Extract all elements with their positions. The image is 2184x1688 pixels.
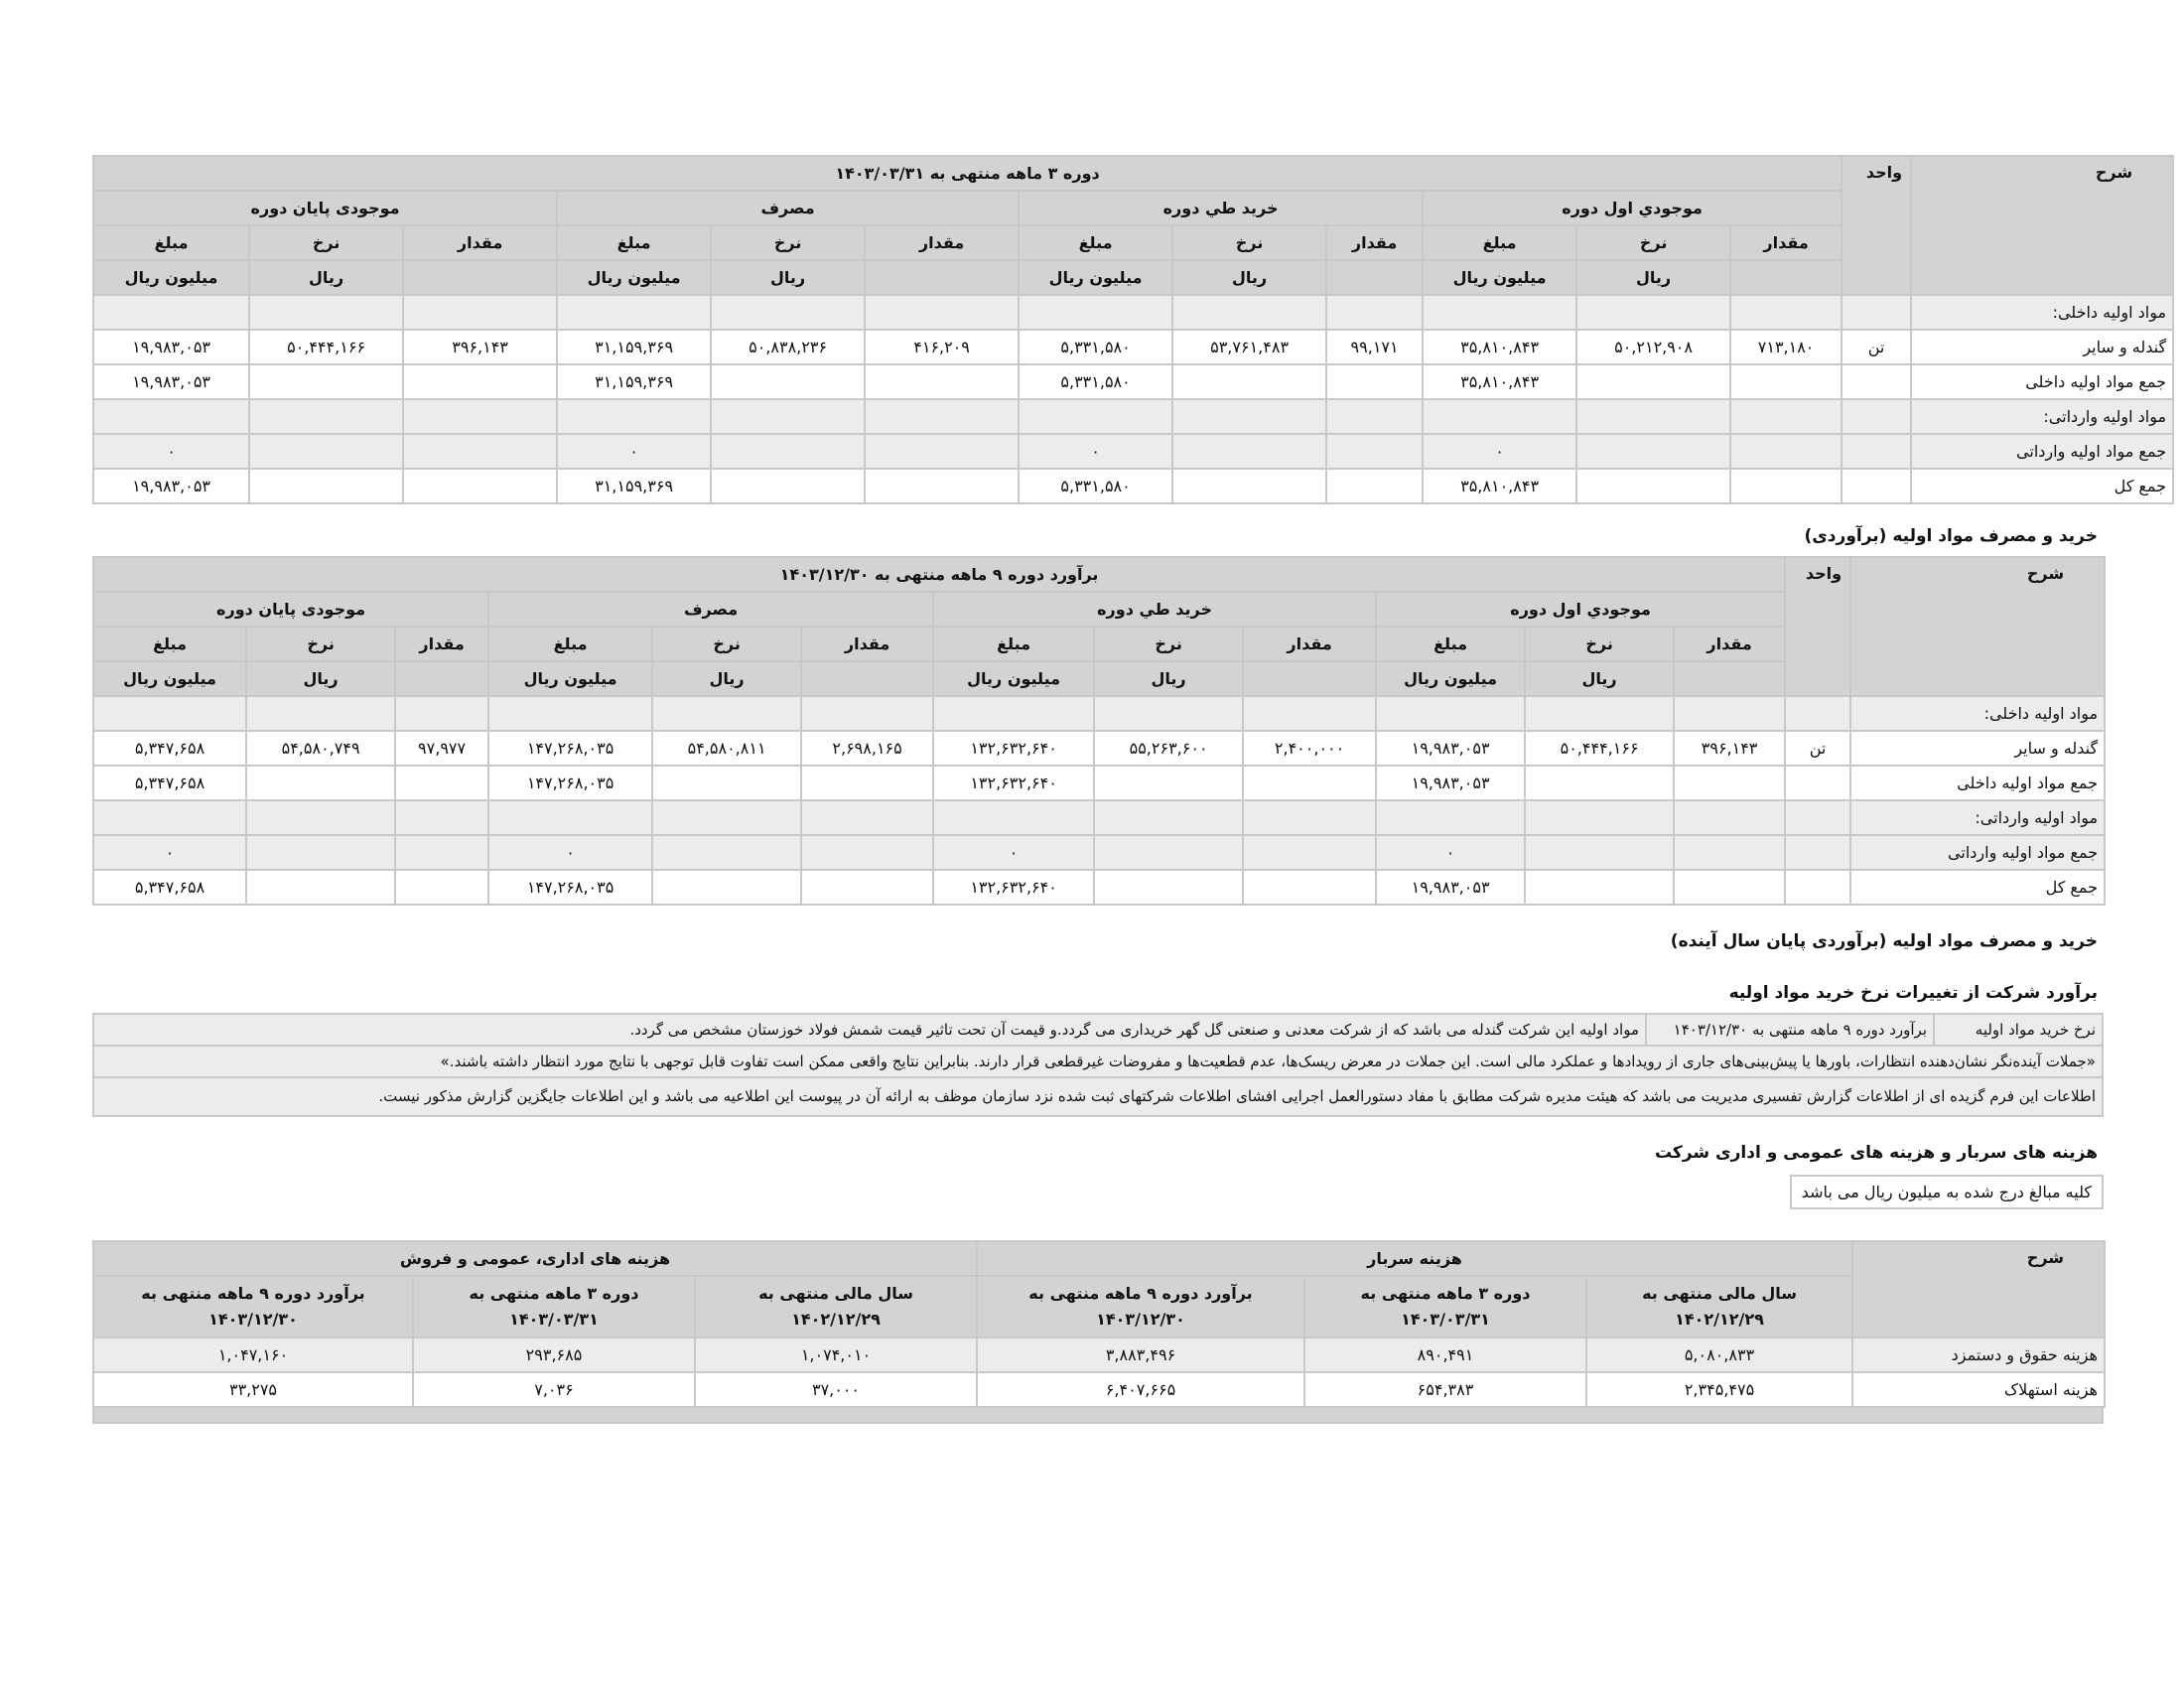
cell-value: ۳۷,۰۰۰ [695, 1372, 977, 1407]
cell-open-amount: ۳۵,۸۱۰,۸۴۳ [1423, 364, 1576, 399]
col-9-month-estimate: برآورد دوره ۹ ماهه منتهی به ۱۴۰۳/۱۲/۳۰ [977, 1276, 1304, 1337]
sub-qty: مقدار [403, 225, 557, 260]
cell-open-qty: ۳۹۶,۱۴۳ [1674, 731, 1785, 766]
row-label: جمع مواد اولیه داخلی [1850, 766, 2105, 800]
row-label: گندله و سایر [1911, 330, 2173, 364]
row-label: جمع مواد اولیه وارداتی [1911, 434, 2173, 469]
cell-end-rate: ۵۴,۵۸۰,۷۴۹ [246, 731, 395, 766]
table-row [93, 870, 2105, 905]
table-row [93, 469, 2173, 503]
notes-table [92, 1013, 2104, 1117]
cell-use-amount: ۳۱,۱۵۹,۳۶۹ [557, 469, 711, 503]
sub-qty: مقدار [801, 627, 933, 661]
cell-end-amount: ۵,۳۴۷,۶۵۸ [93, 731, 246, 766]
cell-open-amount: ۰ [1423, 434, 1576, 469]
cell-use-amount: ۱۴۷,۲۶۸,۰۳۵ [488, 766, 652, 800]
sub-qty: مقدار [395, 627, 488, 661]
row-label: هزینه استهلاک [1852, 1372, 2105, 1407]
row-label: مواد اولیه وارداتی: [1911, 399, 2173, 434]
group-closing-inventory: موجودی پایان دوره [93, 191, 557, 225]
section-heading-estimated: خرید و مصرف مواد اولیه (برآوردی) [1804, 526, 2098, 546]
row-label: هزینه حقوق و دستمزد [1852, 1337, 2105, 1372]
group-consumption: مصرف [488, 592, 933, 627]
table-row [93, 731, 2105, 766]
rate-period: برآورد دوره ۹ ماهه منتهی به ۱۴۰۳/۱۲/۳۰ [1646, 1014, 1934, 1046]
sub-qty: مقدار [1674, 627, 1785, 661]
unit-rial: ریال [711, 260, 865, 295]
group-consumption: مصرف [557, 191, 1019, 225]
sub-amount: مبلغ [557, 225, 711, 260]
cell-value: ۶۵۴,۳۸۳ [1304, 1372, 1586, 1407]
cell-value: ۳,۸۸۳,۴۹۶ [977, 1337, 1304, 1372]
group-purchases: خريد طي دوره [1019, 191, 1423, 225]
row-label: جمع کل [1911, 469, 2173, 503]
cell-buy-amount: ۱۳۲,۶۳۲,۶۴۰ [933, 870, 1094, 905]
sub-rate: نرخ [1094, 627, 1243, 661]
group-opening-inventory: موجودي اول دوره [1423, 191, 1842, 225]
cell-value: ۶,۴۰۷,۶۶۵ [977, 1372, 1304, 1407]
sub-rate: نرخ [1172, 225, 1326, 260]
cell-end-amount: ۰ [93, 835, 246, 870]
row-label: مواد اولیه داخلی: [1911, 295, 2173, 330]
section-row-domestic [93, 696, 2105, 731]
sub-amount: مبلغ [933, 627, 1094, 661]
unit-rial: ریال [1576, 260, 1730, 295]
cell-buy-amount: ۰ [1019, 434, 1172, 469]
unit-million-rial: میلیون ریال [1423, 260, 1576, 295]
cell-open-amount: ۱۹,۹۸۳,۰۵۳ [1376, 870, 1525, 905]
cell-end-amount: ۵,۳۴۷,۶۵۸ [93, 766, 246, 800]
group-admin-expenses: هزینه های اداری، عمومی و فروش [93, 1241, 977, 1276]
forward-looking-note: «جملات آینده‌نگر نشان‌دهنده انتظارات، باورها یا پیش‌بینی‌های جاری از رویدادها و عملکرد مالی است. این جملات در معرض ریسک‌ها، عدم قطعیت‌ها و مفروضات غیرقطعی قرار دارند. بنابراین نتایج واقعی ممکن است تفاوت قابل توجهی با نتایج مورد انتظار داشته باشند.» [93, 1046, 2103, 1077]
raw-materials-table-9m [92, 556, 2106, 906]
cell-use-rate: ۵۰,۸۳۸,۲۳۶ [711, 330, 865, 364]
sub-amount: مبلغ [93, 627, 246, 661]
period-title: برآورد دوره ۹ ماهه منتهی به ۱۴۰۳/۱۲/۳۰ [93, 557, 1785, 592]
unit-empty [1674, 661, 1785, 696]
unit-million-rial: میلیون ریال [488, 661, 652, 696]
cell-end-amount: ۱۹,۹۸۳,۰۵۳ [93, 469, 249, 503]
unit-rial: ریال [652, 661, 801, 696]
section-row-domestic [93, 295, 2173, 330]
table-row [93, 766, 2105, 800]
sub-rate: نرخ [1525, 627, 1674, 661]
row-label: جمع مواد اولیه داخلی [1911, 364, 2173, 399]
cell-open-amount: ۳۵,۸۱۰,۸۴۳ [1423, 469, 1576, 503]
cell-use-amount: ۰ [557, 434, 711, 469]
col-3-month: دوره ۳ ماهه منتهی به ۱۴۰۳/۰۳/۳۱ [413, 1276, 695, 1337]
section-heading-next-year: خرید و مصرف مواد اولیه (برآوردی پایان سال آینده) [1670, 931, 2098, 951]
cell-end-rate: ۵۰,۴۴۴,۱۶۶ [249, 330, 403, 364]
cell-use-amount: ۱۴۷,۲۶۸,۰۳۵ [488, 731, 652, 766]
cell-buy-amount: ۵,۳۳۱,۵۸۰ [1019, 469, 1172, 503]
sub-qty: مقدار [1326, 225, 1423, 260]
cell-buy-amount: ۱۳۲,۶۳۲,۶۴۰ [933, 731, 1094, 766]
sub-rate: نرخ [1576, 225, 1730, 260]
row-unit: تن [1785, 731, 1850, 766]
unit-empty [801, 661, 933, 696]
section-row-import [93, 399, 2173, 434]
unit-empty [1326, 260, 1423, 295]
table-row [93, 434, 2173, 469]
cell-value: ۲,۳۴۵,۴۷۵ [1586, 1372, 1852, 1407]
cell-buy-qty: ۹۹,۱۷۱ [1326, 330, 1423, 364]
cell-value: ۱,۰۴۷,۱۶۰ [93, 1337, 413, 1372]
cell-open-amount: ۰ [1376, 835, 1525, 870]
col-header-description: شرح [1852, 1241, 2105, 1337]
col-9-month-estimate: برآورد دوره ۹ ماهه منتهی به ۱۴۰۳/۱۲/۳۰ [93, 1276, 413, 1337]
unit-million-rial: میلیون ریال [1376, 661, 1525, 696]
sub-amount: مبلغ [93, 225, 249, 260]
cell-buy-amount: ۱۳۲,۶۳۲,۶۴۰ [933, 766, 1094, 800]
row-label: مواد اولیه داخلی: [1850, 696, 2105, 731]
col-header-description: شرح [1911, 156, 2173, 295]
cell-use-qty: ۴۱۶,۲۰۹ [865, 330, 1019, 364]
cell-buy-amount: ۰ [933, 835, 1094, 870]
cell-open-amount: ۳۵,۸۱۰,۸۴۳ [1423, 330, 1576, 364]
group-closing-inventory: موجودی پایان دوره [93, 592, 488, 627]
cell-open-rate: ۵۰,۴۴۴,۱۶۶ [1525, 731, 1674, 766]
table-footer-bar [92, 1408, 2104, 1424]
cell-buy-rate: ۵۵,۲۶۳,۶۰۰ [1094, 731, 1243, 766]
cell-buy-amount: ۵,۳۳۱,۵۸۰ [1019, 330, 1172, 364]
col-header-unit: واحد [1785, 557, 1850, 696]
sub-rate: نرخ [652, 627, 801, 661]
cell-buy-amount: ۵,۳۳۱,۵۸۰ [1019, 364, 1172, 399]
cell-end-amount: ۰ [93, 434, 249, 469]
unit-million-rial: میلیون ریال [93, 260, 249, 295]
cell-use-amount: ۱۴۷,۲۶۸,۰۳۵ [488, 870, 652, 905]
cell-value: ۱,۰۷۴,۰۱۰ [695, 1337, 977, 1372]
cell-use-qty: ۲,۶۹۸,۱۶۵ [801, 731, 933, 766]
sub-amount: مبلغ [1376, 627, 1525, 661]
sub-rate: نرخ [711, 225, 865, 260]
cell-end-amount: ۱۹,۹۸۳,۰۵۳ [93, 330, 249, 364]
cell-open-amount: ۱۹,۹۸۳,۰۵۳ [1376, 766, 1525, 800]
unit-empty [1730, 260, 1842, 295]
unit-rial: ریال [246, 661, 395, 696]
unit-million-rial: میلیون ریال [557, 260, 711, 295]
sub-rate: نرخ [246, 627, 395, 661]
period-title: دوره ۳ ماهه منتهی به ۱۴۰۳/۰۳/۳۱ [93, 156, 1842, 191]
table-row [93, 1337, 2105, 1372]
unit-million-rial: میلیون ریال [1019, 260, 1172, 295]
table-row [93, 835, 2105, 870]
overhead-table [92, 1240, 2106, 1408]
cell-end-amount: ۱۹,۹۸۳,۰۵۳ [93, 364, 249, 399]
table-row [93, 330, 2173, 364]
cell-end-amount: ۵,۳۴۷,۶۵۸ [93, 870, 246, 905]
disclaimer-note: اطلاعات این فرم گزیده ای از اطلاعات گزارش تفسیری مدیریت می باشد که هیئت مدیره شرکت مطابق با مفاد دستورالعمل اجرایی افشای اطلاعات شرکتهای ثبت شده نزد سازمان موظف به ارائه آن در پیوست این اطلاعیه می باشد و این اطلاعات جایگزین گزارش مذکور نیست. [93, 1077, 2103, 1116]
col-3-month: دوره ۳ ماهه منتهی به ۱۴۰۳/۰۳/۳۱ [1304, 1276, 1586, 1337]
cell-value: ۲۹۳,۶۸۵ [413, 1337, 695, 1372]
cell-end-qty: ۳۹۶,۱۴۳ [403, 330, 557, 364]
col-header-description: شرح [1850, 557, 2105, 696]
raw-materials-table-3m [92, 155, 2174, 504]
col-fiscal-year: سال مالی منتهی به ۱۴۰۲/۱۲/۲۹ [695, 1276, 977, 1337]
row-label: جمع مواد اولیه وارداتی [1850, 835, 2105, 870]
cell-use-amount: ۳۱,۱۵۹,۳۶۹ [557, 364, 711, 399]
cell-open-amount: ۱۹,۹۸۳,۰۵۳ [1376, 731, 1525, 766]
unit-empty [865, 260, 1019, 295]
sub-qty: مقدار [1243, 627, 1376, 661]
cell-open-qty: ۷۱۳,۱۸۰ [1730, 330, 1842, 364]
sub-rate: نرخ [249, 225, 403, 260]
cell-open-rate: ۵۰,۲۱۲,۹۰۸ [1576, 330, 1730, 364]
rate-text: مواد اولیه این شرکت گندله می باشد که از شرکت معدنی و صنعتی گل گهر خریداری می گردد.و قیمت آن تحت تاثیر قیمت شمش فولاد خوزستان مشخص می گردد. [93, 1014, 1646, 1046]
unit-rial: ریال [1172, 260, 1326, 295]
unit-empty [1243, 661, 1376, 696]
cell-use-amount: ۳۱,۱۵۹,۳۶۹ [557, 330, 711, 364]
sub-amount: مبلغ [1423, 225, 1576, 260]
sub-qty: مقدار [865, 225, 1019, 260]
unit-million-rial: میلیون ریال [93, 661, 246, 696]
section-heading-overhead: هزینه های سربار و هزینه های عمومی و اداری شرکت [1654, 1143, 2098, 1163]
cell-value: ۳۳,۲۷۵ [93, 1372, 413, 1407]
sub-amount: مبلغ [1019, 225, 1172, 260]
group-overhead: هزینه سربار [977, 1241, 1852, 1276]
unit-note: کلیه مبالغ درج شده به میلیون ریال می باشد [1790, 1175, 2104, 1209]
col-header-unit: واحد [1842, 156, 1911, 295]
row-label: گندله و سایر [1850, 731, 2105, 766]
sub-amount: مبلغ [488, 627, 652, 661]
unit-rial: ریال [1525, 661, 1674, 696]
unit-empty [395, 661, 488, 696]
row-label: جمع کل [1850, 870, 2105, 905]
table-row [93, 364, 2173, 399]
col-fiscal-year: سال مالی منتهی به ۱۴۰۲/۱۲/۲۹ [1586, 1276, 1852, 1337]
cell-buy-qty: ۲,۴۰۰,۰۰۰ [1243, 731, 1376, 766]
unit-rial: ریال [1094, 661, 1243, 696]
group-opening-inventory: موجودي اول دوره [1376, 592, 1785, 627]
cell-value: ۵,۰۸۰,۸۳۳ [1586, 1337, 1852, 1372]
cell-use-rate: ۵۴,۵۸۰,۸۱۱ [652, 731, 801, 766]
table-row [93, 1372, 2105, 1407]
cell-value: ۷,۰۳۶ [413, 1372, 695, 1407]
section-heading-rate-changes: برآورد شرکت از تغییرات نرخ خرید مواد اولیه [1728, 983, 2098, 1003]
unit-rial: ریال [249, 260, 403, 295]
cell-buy-rate: ۵۳,۷۶۱,۴۸۳ [1172, 330, 1326, 364]
cell-use-amount: ۰ [488, 835, 652, 870]
cell-end-qty: ۹۷,۹۷۷ [395, 731, 488, 766]
row-label: مواد اولیه وارداتی: [1850, 800, 2105, 835]
rate-label: نرخ خرید مواد اولیه [1934, 1014, 2103, 1046]
row-unit: تن [1842, 330, 1911, 364]
section-row-import [93, 800, 2105, 835]
group-purchases: خريد طي دوره [933, 592, 1376, 627]
report-page [92, 155, 2167, 1424]
cell-value: ۸۹۰,۴۹۱ [1304, 1337, 1586, 1372]
sub-qty: مقدار [1730, 225, 1842, 260]
unit-million-rial: میلیون ریال [933, 661, 1094, 696]
unit-empty [403, 260, 557, 295]
